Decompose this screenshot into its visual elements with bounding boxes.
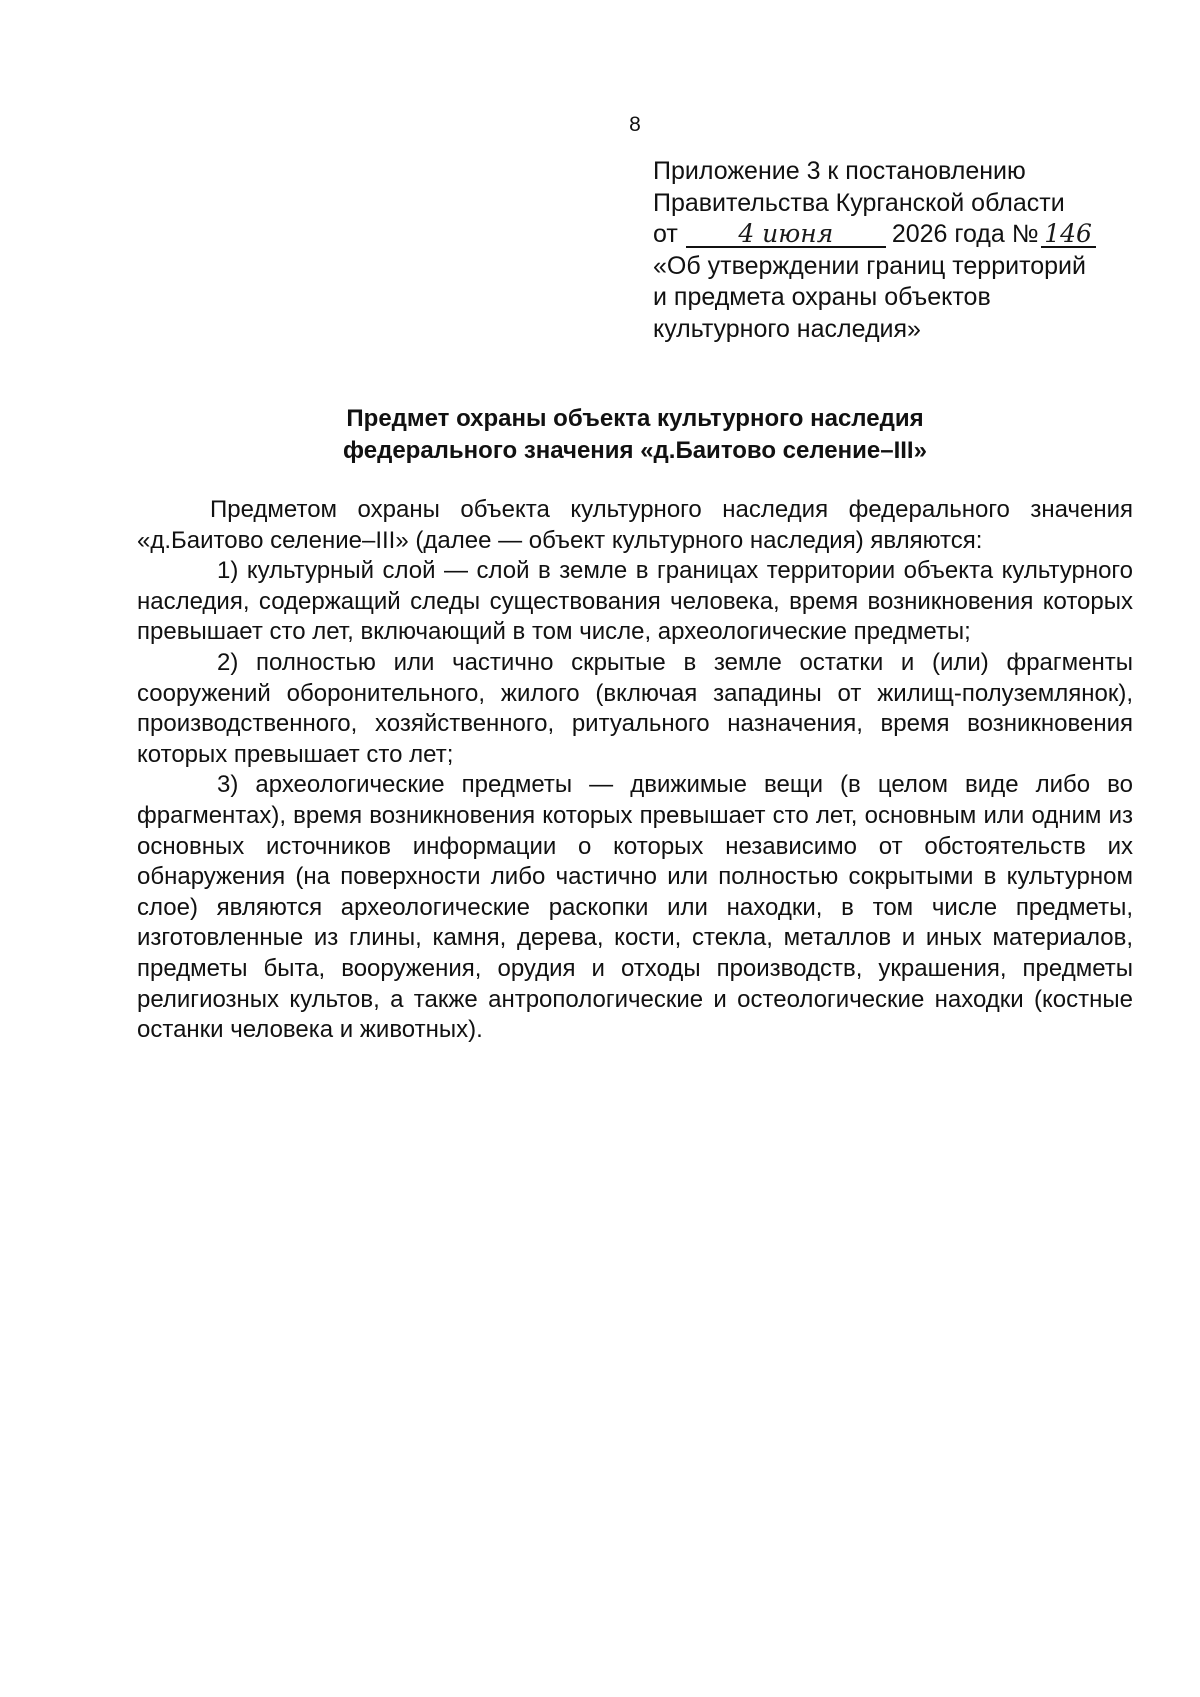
appendix-line-6: культурного наследия»	[653, 314, 921, 343]
handwritten-date: 4 июня	[686, 222, 886, 248]
title-line-1: Предмет охраны объекта культурного наследия	[346, 405, 924, 432]
document-title	[140, 403, 1130, 467]
document-body	[137, 495, 1133, 1046]
appendix-line-5: и предмета охраны объектов	[653, 283, 991, 311]
list-item: 2) полностью или частично скрытые в земле остатки и (или) фрагменты сооружений оборонительного, жилого (включая западины от жилищ-полуземлянок), производственного, хозяйственного, ритуального назначения, время возникновения которых превышает сто лет;	[137, 648, 1133, 768]
intro-paragraph: Предметом охраны объекта культурного наследия федерального значения «д.Баитово селение–III» (далее — объект культурного наследия) являются:	[137, 496, 1133, 554]
appendix-line-1: Приложение 3 к постановлению	[653, 157, 1026, 185]
appendix-header	[653, 156, 1123, 345]
year-text: 2026 года №	[891, 220, 1039, 248]
appendix-date-line	[653, 219, 1123, 251]
list-item: 1) культурный слой — слой в земле в границах территории объекта культурного наследия, содержащий следы существования человека, время возникновения которых превышает сто лет, включающий в том числе, археологические предметы;	[137, 557, 1133, 646]
appendix-line-4: «Об утверждении границ территорий	[653, 251, 1086, 280]
list-item: 3) археологические предметы — движимые вещи (в целом виде либо во фрагментах), время возникновения которых превышает сто лет, основным или одним из основных источников информации о которых независимо от обстоятельств их обнаружения (на поверхности либо частично или полностью сокрытыми в культурном слое) являются археологические раскопки или находки, в том числе предметы, изготовленные из глины, камня, дерева, кости, стекла, металлов и иных материалов, предметы быта, вооружения, орудия и отходы производств, украшения, предметы религиозных культов, а также антропологические и остеологические находки (костные останки человека и животных).	[137, 771, 1133, 1044]
handwritten-number: 146	[1041, 222, 1096, 248]
date-prefix: от	[653, 220, 678, 248]
page-number: 8	[629, 113, 641, 136]
appendix-line-2: Правительства Курганской области	[653, 188, 1065, 217]
title-line-2: федерального значения «д.Баитово селение–III»	[343, 437, 927, 464]
